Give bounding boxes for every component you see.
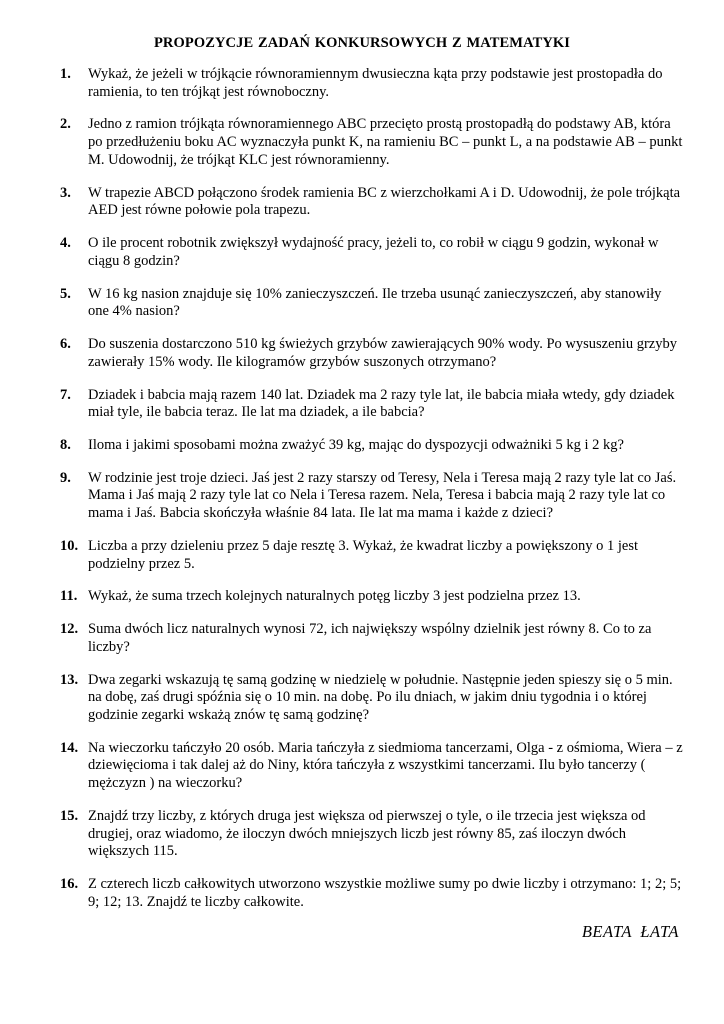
task-text: Iloma i jakimi sposobami można zważyć 39 kg, mając do dyspozycji odważniki 5 kg i 2 kg? <box>88 436 624 453</box>
task-text: Liczba a przy dzieleniu przez 5 daje resztę 3. Wykaż, że kwadrat liczby a powiększony o 1 jest podzielny przez 5. <box>88 537 639 572</box>
task-item <box>60 185 685 220</box>
task-item <box>60 66 685 101</box>
task-text: Znajdź trzy liczby, z których druga jest większa od pierwszej o tyle, o ile trzecia jest większa od drugiej, oraz wiadomo, że iloczyn dwóch mniejszych liczb jest równy 85, zaś iloczyn dwóch większych 115. <box>88 807 646 860</box>
task-number: 1. <box>60 66 71 82</box>
task-text: W trapezie ABCD połączono środek ramienia BC z wierzchołkami A i D. Udowodnij, że pole trójkąta AED jest równe połowie pola trapezu. <box>88 184 681 219</box>
task-item <box>60 437 685 455</box>
task-item <box>60 235 685 270</box>
task-text: Suma dwóch licz naturalnych wynosi 72, ich największy wspólny dzielnik jest równy 8. Co to za liczby? <box>88 621 652 655</box>
task-number: 15. <box>60 807 79 824</box>
task-item <box>60 876 685 911</box>
task-item <box>60 286 685 321</box>
task-item <box>60 116 685 169</box>
task-text: W rodzinie jest troje dzieci. Jaś jest 2 razy starszy od Teresy, Nela i Teresa mają 2 razy tyle lat co Jaś. Mama i Jaś mają 2 razy tyle lat co Nela i Teresa razem. Nela, Teresa i babcia mają 2 razy tyle lat co mama i Jaś. Babcia skończyła właśnie 84 lata. Ile lat ma mama i każde z dzieci? <box>88 469 677 522</box>
task-number: 13. <box>60 671 79 688</box>
task-number: 12. <box>60 621 79 638</box>
task-number: 2. <box>60 116 71 133</box>
task-number: 8. <box>60 436 71 453</box>
task-text: W 16 kg nasion znajduje się 10% zanieczyszczeń. Ile trzeba usunąć zanieczyszczeń, aby stanowiły one 4% nasion? <box>88 285 662 320</box>
task-list <box>60 66 685 927</box>
task-number: 4. <box>60 235 71 252</box>
task-text: Wykaż, że jeżeli w trójkącie równoramiennym dwusieczna kąta przy podstawie jest prostopadła do ramienia, to ten trójkąt jest równoboczny. <box>88 66 663 100</box>
task-text: Na wieczorku tańczyło 20 osób. Maria tańczyła z siedmioma tancerzami, Olga - z ośmioma, Wiera – z dziewięcioma i tak dalej aż do Niny, która tańczyła z wszystkimi tancerzami. Ilu było tancerzy ( mężczyzn ) na wieczorku? <box>88 739 683 792</box>
task-item <box>60 588 685 606</box>
task-number: 16. <box>60 876 79 893</box>
task-item <box>60 672 685 725</box>
author-signature: BEATA ŁATA <box>581 922 679 941</box>
task-number: 14. <box>60 739 79 756</box>
task-number: 10. <box>60 537 79 554</box>
task-text: Dziadek i babcia mają razem 140 lat. Dziadek ma 2 razy tyle lat, ile babcia miała wtedy, gdy dziadek miał tyle, ile babcia teraz. Ile lat ma dziadek, a ile babcia? <box>88 386 675 421</box>
page-title: PROPOZYCJE ZADAŃ KONKURSOWYCH Z MATEMATYKI <box>153 35 571 51</box>
task-number: 7. <box>60 386 71 403</box>
task-item <box>60 621 685 656</box>
task-number: 9. <box>60 469 71 486</box>
task-text: Wykaż, że suma trzech kolejnych naturalnych potęg liczby 3 jest podzielna przez 13. <box>88 588 581 605</box>
task-text: Do suszenia dostarczono 510 kg świeżych grzybów zawierających 90% wody. Po wysuszeniu grzyby zawierały 15% wody. Ile kilogramów grzybów suszonych otrzymano? <box>88 336 677 370</box>
task-item <box>60 808 685 861</box>
task-text: Jedno z ramion trójkąta równoramiennego ABC przecięto prostą prostopadłą do podstawy AB, która po przedłużeniu boku AC wyznaczyła punkt K, na ramieniu BC – punkt L, a na podstawie AB – punkt M. Udowodnij, że trójkąt KLC jest równoramienny. <box>88 116 683 168</box>
task-number: 3. <box>60 184 71 201</box>
task-item <box>60 387 685 422</box>
task-number: 5. <box>60 285 71 302</box>
task-item <box>60 470 685 523</box>
task-item <box>60 740 685 793</box>
task-item <box>60 336 685 371</box>
task-number: 11. <box>60 588 78 605</box>
task-text: O ile procent robotnik zwiększył wydajność pracy, jeżeli to, co robił w ciągu 9 godzin, wykonał w ciągu 8 godzin? <box>88 235 659 269</box>
task-text: Z czterech liczb całkowitych utworzono wszystkie możliwe sumy po dwie liczby i otrzymano: 1; 2; 5; 9; 12; 13. Znajdź te liczby całkowite. <box>88 876 682 910</box>
task-item <box>60 538 685 573</box>
task-number: 6. <box>60 336 71 353</box>
task-text: Dwa zegarki wskazują tę samą godzinę w niedzielę w południe. Następnie jeden spieszy się o 5 min. na dobę, zaś drugi spóźnia się o 10 min. na dobę. Po ilu dniach, w jakim dniu tygodnia i o której godzinie zegarki wskażą znów tę samą godzinę? <box>88 671 673 723</box>
